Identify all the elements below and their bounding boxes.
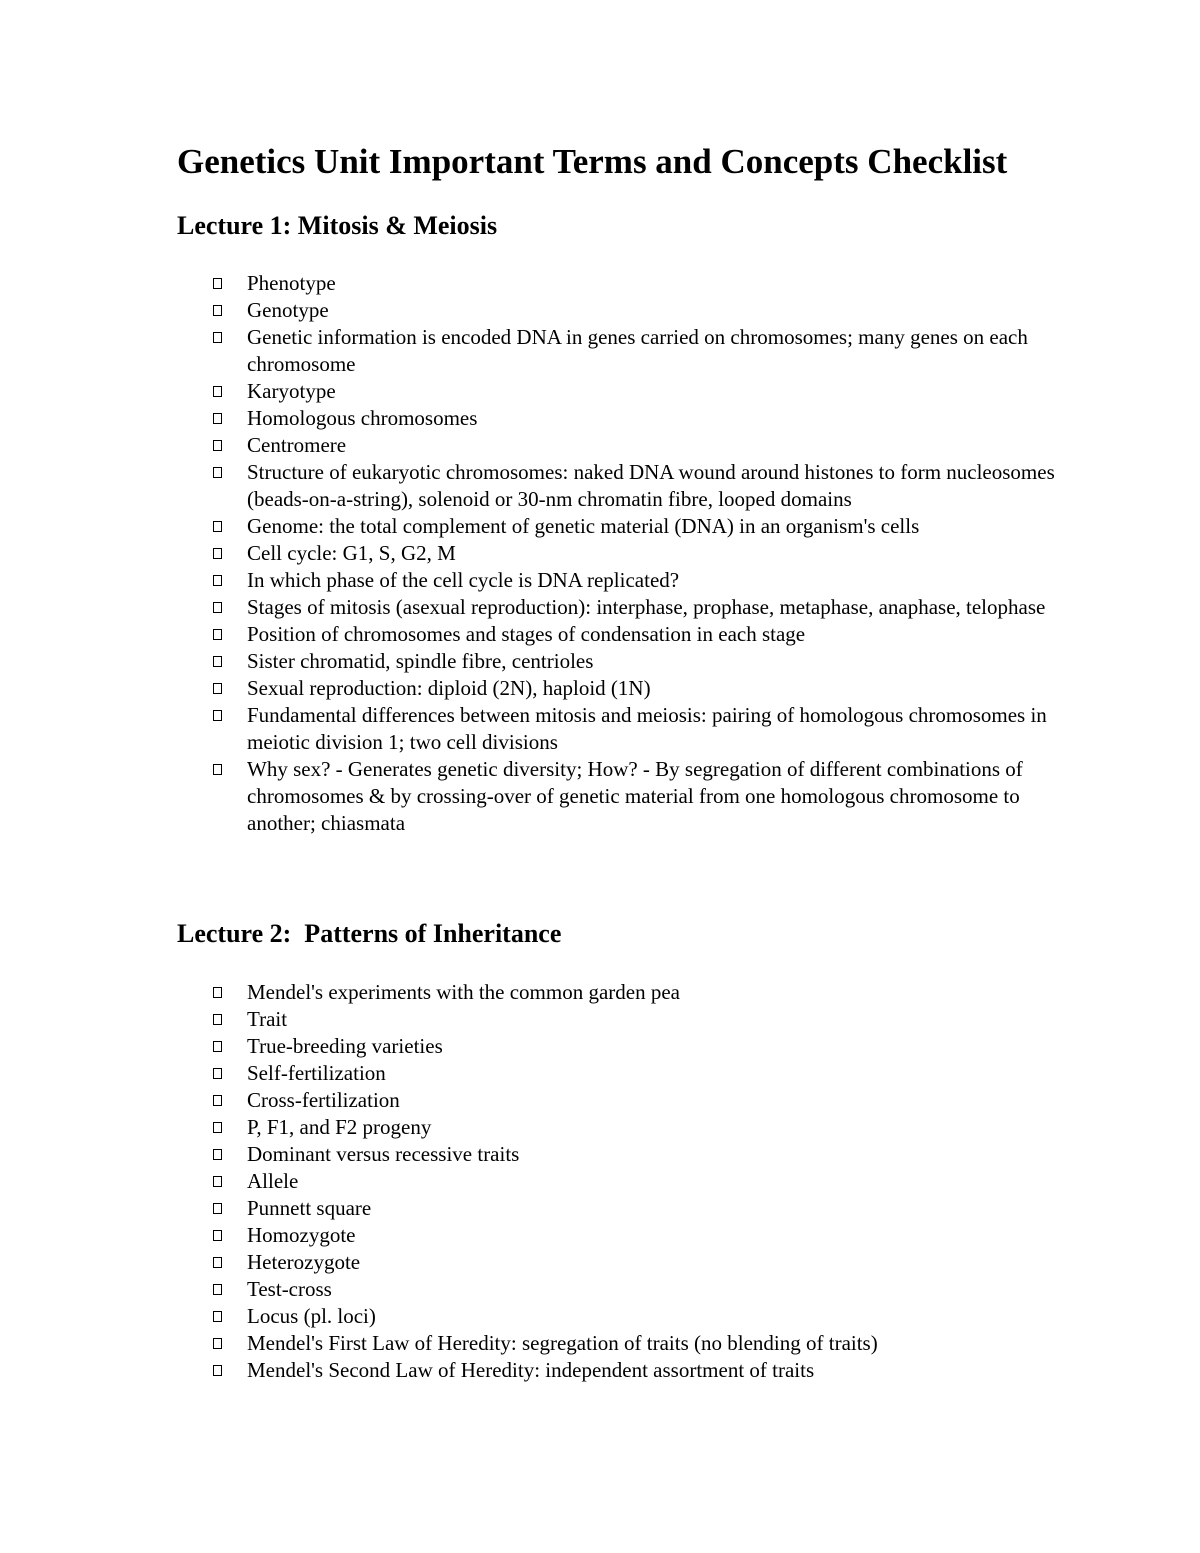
checklist-item-label: Fundamental differences between mitosis and meiosis: pairing of homologous chromosomes in meiotic division 1; two cell divisions xyxy=(247,703,1047,754)
checklist-item xyxy=(0,567,1060,594)
checklist-item-label: In which phase of the cell cycle is DNA replicated? xyxy=(247,568,680,592)
checklist-item xyxy=(0,1276,1060,1303)
checklist-item-label: Genotype xyxy=(247,298,329,322)
checklist-item xyxy=(0,594,1060,621)
checkbox-icon[interactable] xyxy=(213,1257,222,1268)
checklist-item-label: Mendel's First Law of Heredity: segregation of traits (no blending of traits) xyxy=(247,1331,878,1355)
checkbox-icon[interactable] xyxy=(213,1041,222,1052)
checklist-item-label: Karyotype xyxy=(247,379,336,403)
checkbox-icon[interactable] xyxy=(213,1176,222,1187)
checkbox-icon[interactable] xyxy=(213,683,222,694)
checklist-item xyxy=(0,702,1060,756)
checklist-item xyxy=(0,648,1060,675)
checklist-item-label: Cell cycle: G1, S, G2, M xyxy=(247,541,456,565)
checkbox-icon[interactable] xyxy=(213,1095,222,1106)
section-heading-lecture-1: Lecture 1: Mitosis & Meiosis xyxy=(177,211,498,240)
checklist-item-label: Dominant versus recessive traits xyxy=(247,1142,520,1166)
checklist-item-label: Allele xyxy=(247,1169,299,1193)
checklist-item-label: Mendel's Second Law of Heredity: independent assortment of traits xyxy=(247,1358,815,1382)
checkbox-icon[interactable] xyxy=(213,1230,222,1241)
checklist-item-label: Locus (pl. loci) xyxy=(247,1304,376,1328)
checklist-item xyxy=(0,1303,1060,1330)
checklist-item xyxy=(0,1357,1060,1384)
checklist-item-label: Punnett square xyxy=(247,1196,372,1220)
checklist-item-label: Sexual reproduction: diploid (2N), haploid (1N) xyxy=(247,676,651,700)
checklist-item-label: Stages of mitosis (asexual reproduction): interphase, prophase, metaphase, anaphase, telophase xyxy=(247,595,1046,619)
checklist-item xyxy=(0,459,1060,513)
checkbox-icon[interactable] xyxy=(213,764,222,775)
checkbox-icon[interactable] xyxy=(213,278,222,289)
checkbox-icon[interactable] xyxy=(213,413,222,424)
checklist-item-label: Homologous chromosomes xyxy=(247,406,478,430)
checkbox-icon[interactable] xyxy=(213,1203,222,1214)
checkbox-icon[interactable] xyxy=(213,1365,222,1376)
checkbox-icon[interactable] xyxy=(213,575,222,586)
checklist-item xyxy=(0,432,1060,459)
checklist-item xyxy=(0,540,1060,567)
checklist-lecture-2 xyxy=(0,979,1060,1384)
checklist-item-label: Mendel's experiments with the common garden pea xyxy=(247,980,680,1004)
checklist-item xyxy=(0,378,1060,405)
checklist-item xyxy=(0,1168,1060,1195)
checklist-item xyxy=(0,1114,1060,1141)
checklist-item-label: Genetic information is encoded DNA in genes carried on chromosomes; many genes on each chromosome xyxy=(247,325,1028,376)
checklist-item-label: Why sex? - Generates genetic diversity; How? - By segregation of different combinations of chromosomes & by crossing-over of genetic material from one homologous chromosome to another; chiasmata xyxy=(247,757,1023,835)
checkbox-icon[interactable] xyxy=(213,548,222,559)
checkbox-icon[interactable] xyxy=(213,440,222,451)
checklist-item xyxy=(0,1249,1060,1276)
checkbox-icon[interactable] xyxy=(213,629,222,640)
checklist-item-label: Centromere xyxy=(247,433,347,457)
checklist-item xyxy=(0,297,1060,324)
checkbox-icon[interactable] xyxy=(213,656,222,667)
checkbox-icon[interactable] xyxy=(213,305,222,316)
checklist-item-label: Homozygote xyxy=(247,1223,356,1247)
checklist-item-label: Position of chromosomes and stages of condensation in each stage xyxy=(247,622,806,646)
checklist-item xyxy=(0,513,1060,540)
checklist-item-label: Sister chromatid, spindle fibre, centrioles xyxy=(247,649,594,673)
checklist-item xyxy=(0,270,1060,297)
checklist-item xyxy=(0,979,1060,1006)
checklist-item xyxy=(0,1141,1060,1168)
checkbox-icon[interactable] xyxy=(213,1149,222,1160)
checklist-item xyxy=(0,1195,1060,1222)
section-heading-lecture-2: Lecture 2: Patterns of Inheritance xyxy=(177,919,562,948)
page-title: Genetics Unit Important Terms and Concepts Checklist xyxy=(177,142,1008,181)
checklist-item-label: Test-cross xyxy=(247,1277,332,1301)
checklist-item-label: True-breeding varieties xyxy=(247,1034,443,1058)
checklist-item-label: Cross-fertilization xyxy=(247,1088,400,1112)
checkbox-icon[interactable] xyxy=(213,987,222,998)
checklist-item-label: Structure of eukaryotic chromosomes: naked DNA wound around histones to form nucleosomes (beads-on-a-string), solenoid or 30-nm chromatin fibre, looped domains xyxy=(247,460,1055,511)
checklist-item-label: Genome: the total complement of genetic material (DNA) in an organism's cells xyxy=(247,514,920,538)
checkbox-icon[interactable] xyxy=(213,1311,222,1322)
checklist-item-label: Self-fertilization xyxy=(247,1061,386,1085)
checklist-item xyxy=(0,324,1060,378)
checkbox-icon[interactable] xyxy=(213,332,222,343)
checklist-item xyxy=(0,1330,1060,1357)
checklist-item xyxy=(0,1060,1060,1087)
checklist-item-label: Trait xyxy=(247,1007,288,1031)
checklist-item xyxy=(0,621,1060,648)
checkbox-icon[interactable] xyxy=(213,521,222,532)
checklist-item-label: Heterozygote xyxy=(247,1250,361,1274)
checklist-item xyxy=(0,675,1060,702)
checkbox-icon[interactable] xyxy=(213,1338,222,1349)
checkbox-icon[interactable] xyxy=(213,1284,222,1295)
checklist-item xyxy=(0,1033,1060,1060)
checklist-lecture-1 xyxy=(0,270,1060,837)
checklist-item xyxy=(0,1222,1060,1249)
checklist-item xyxy=(0,1087,1060,1114)
checklist-item-label: P, F1, and F2 progeny xyxy=(247,1115,432,1139)
checklist-item-label: Phenotype xyxy=(247,271,336,295)
checkbox-icon[interactable] xyxy=(213,386,222,397)
checklist-item xyxy=(0,756,1060,837)
checklist-item xyxy=(0,1006,1060,1033)
checklist-item xyxy=(0,405,1060,432)
checkbox-icon[interactable] xyxy=(213,1122,222,1133)
checkbox-icon[interactable] xyxy=(213,602,222,613)
checkbox-icon[interactable] xyxy=(213,467,222,478)
checkbox-icon[interactable] xyxy=(213,1068,222,1079)
checkbox-icon[interactable] xyxy=(213,1014,222,1025)
checkbox-icon[interactable] xyxy=(213,710,222,721)
